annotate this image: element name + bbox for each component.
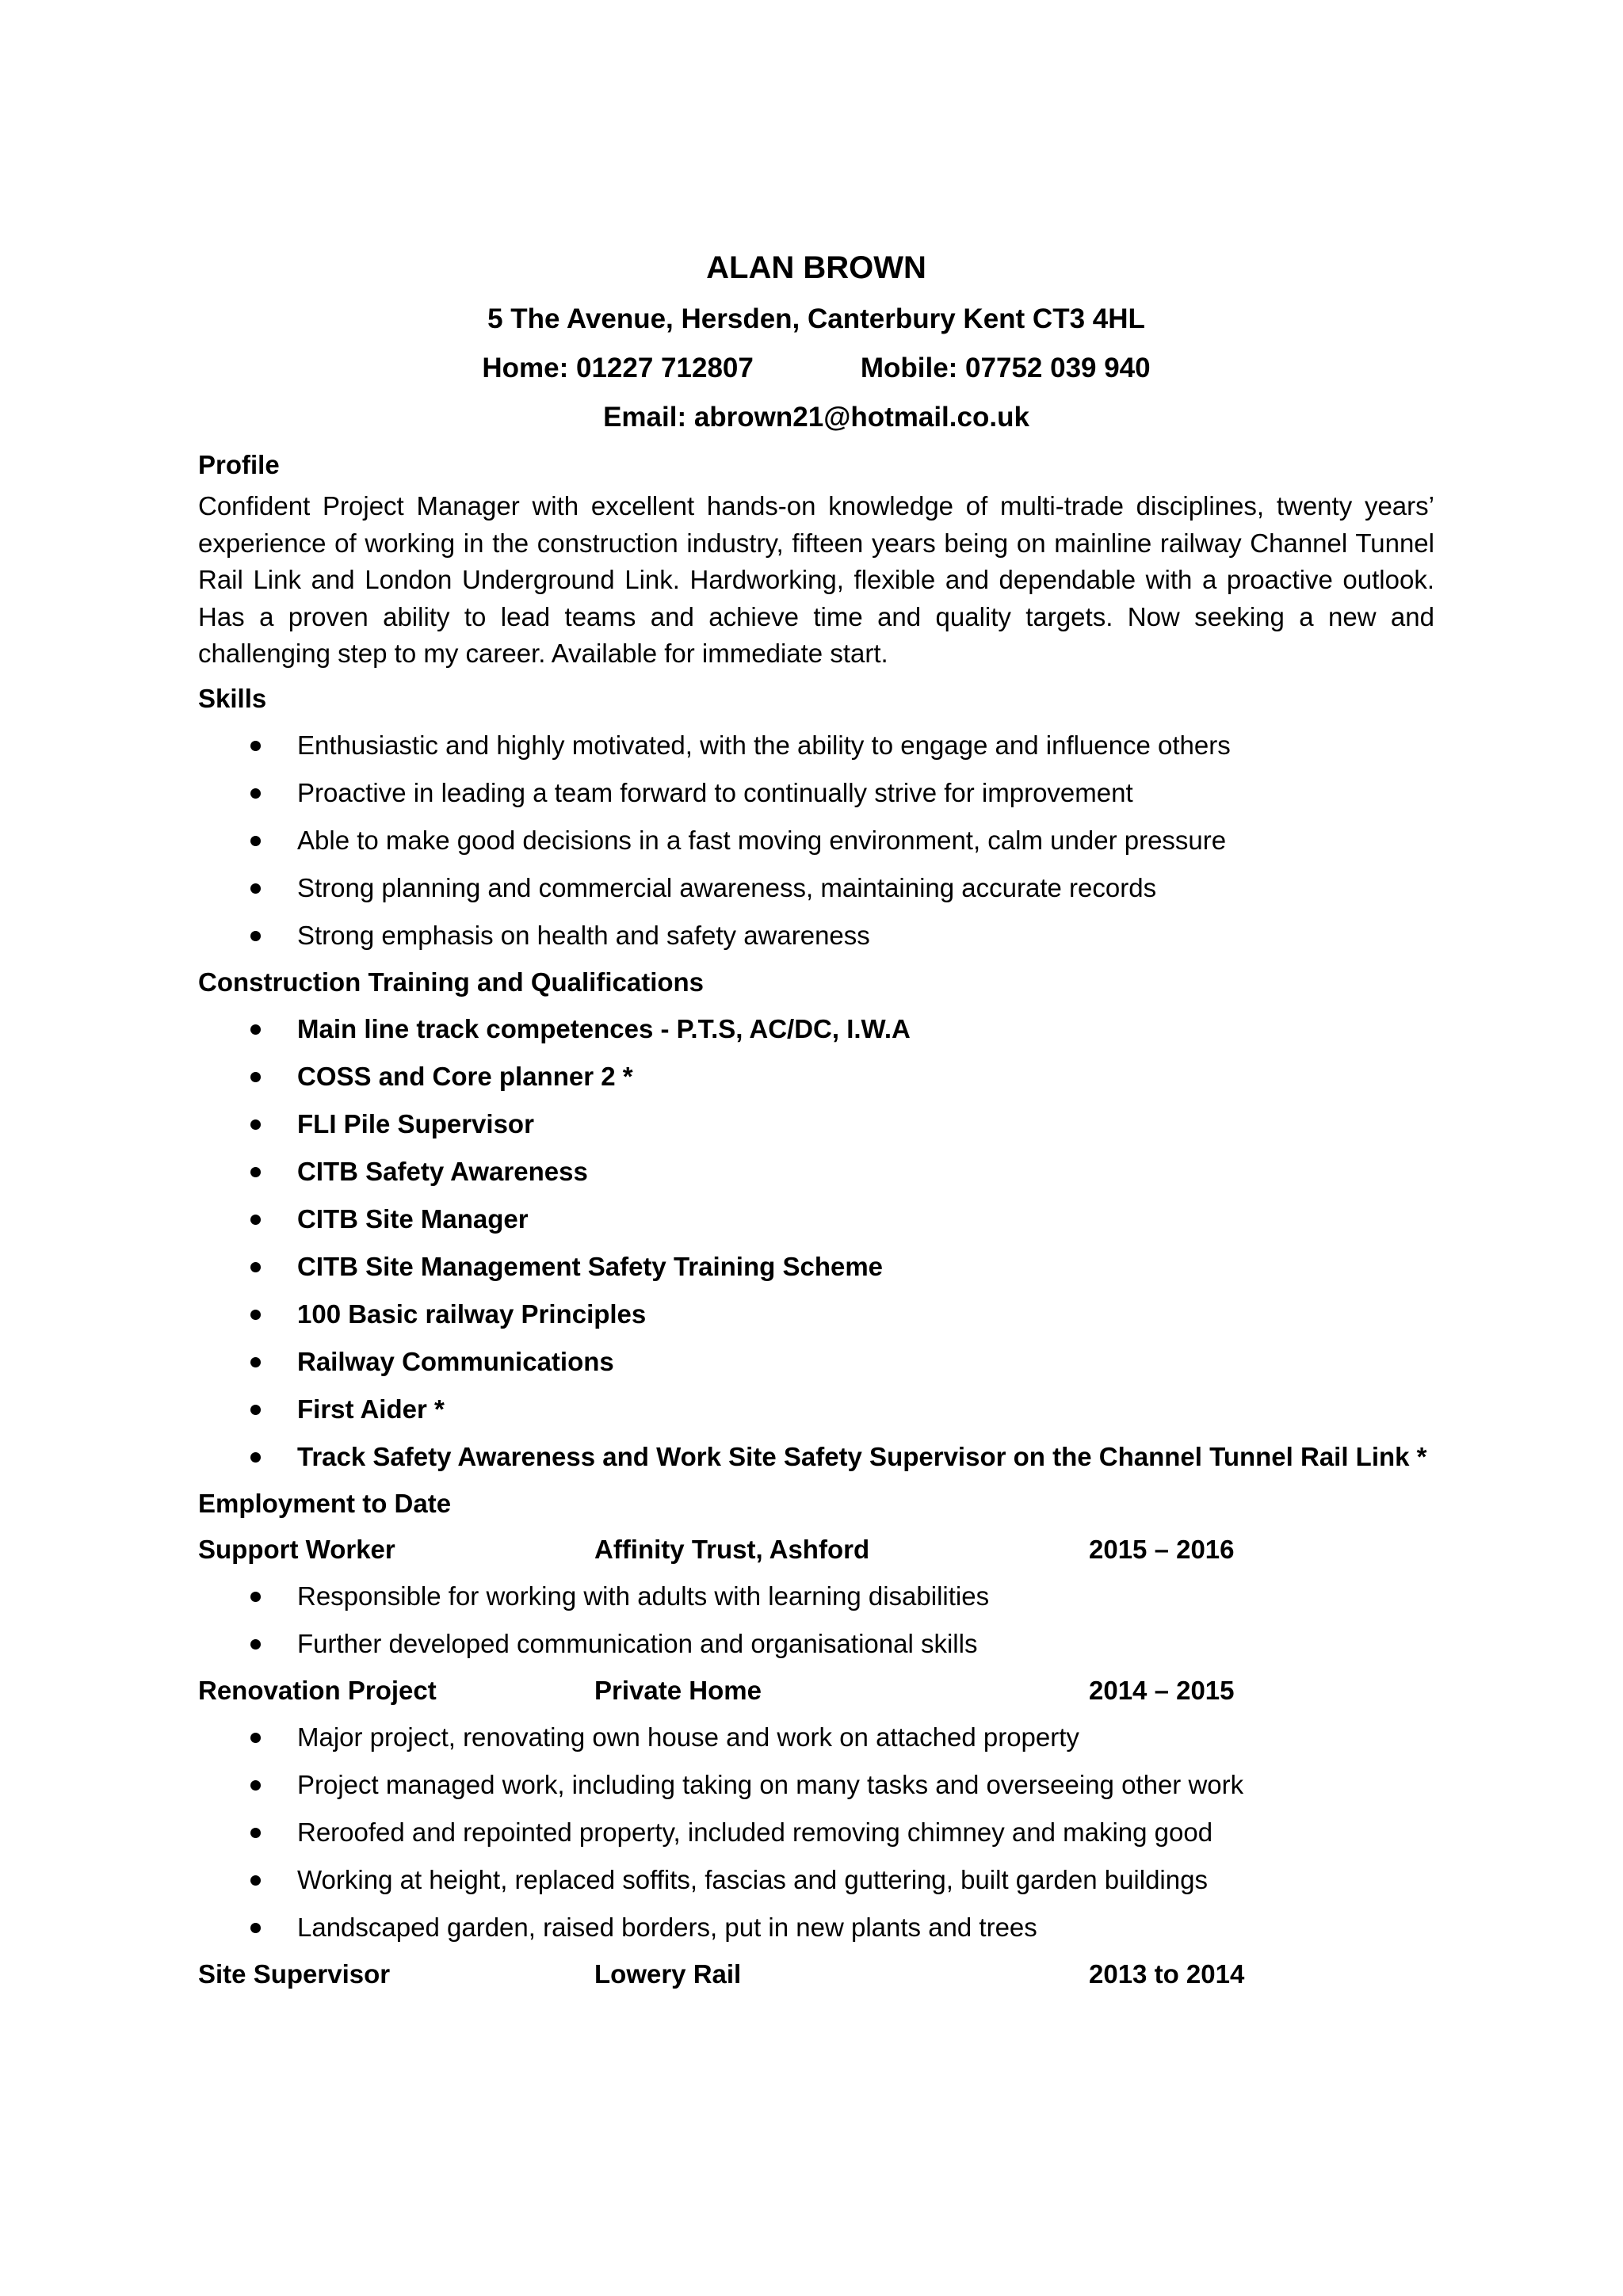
bullet-icon — [250, 741, 261, 751]
bullet-icon — [250, 788, 261, 799]
bullet-icon — [250, 1780, 261, 1791]
bullet-icon — [250, 1639, 261, 1650]
training-text: 100 Basic railway Principles — [297, 1299, 647, 1329]
bullet-icon — [250, 1024, 261, 1035]
training-item — [198, 1100, 1434, 1148]
job-duties — [198, 1714, 1434, 1951]
skills-heading: Skills — [198, 683, 267, 713]
duty-text: Working at height, replaced soffits, fascias and guttering, built garden buildings — [297, 1864, 1208, 1894]
bullet-icon — [250, 1828, 261, 1838]
job-duties — [198, 1573, 1434, 1668]
bullet-icon — [250, 1592, 261, 1602]
bullet-icon — [250, 1452, 261, 1463]
training-text: CITB Site Management Safety Training Scheme — [297, 1251, 884, 1281]
mobile-phone: Mobile: 07752 039 940 — [860, 353, 1151, 383]
duty-item — [198, 1904, 1434, 1951]
bullet-icon — [250, 1119, 261, 1130]
training-item — [198, 1338, 1434, 1386]
job-dates: 2014 – 2015 — [1089, 1675, 1235, 1705]
training-text: Main line track competences - P.T.S, AC/DC, I.W.A — [297, 1013, 911, 1043]
skill-text: Enthusiastic and highly motivated, with the ability to engage and influence others — [297, 730, 1231, 760]
training-list — [198, 1005, 1434, 1481]
training-text: Track Safety Awareness and Work Site Safety Supervisor on the Channel Tunnel Rail Link * — [297, 1441, 1427, 1471]
skill-text: Strong emphasis on health and safety awareness — [297, 920, 870, 950]
duty-item — [198, 1761, 1434, 1809]
job-dates: 2013 to 2014 — [1089, 1958, 1245, 1989]
training-text: FLI Pile Supervisor — [297, 1108, 534, 1138]
cv-page — [198, 241, 1434, 1997]
skill-item — [198, 722, 1434, 769]
bullet-icon — [250, 1357, 261, 1367]
bullet-icon — [250, 931, 261, 941]
training-text: CITB Safety Awareness — [297, 1156, 588, 1186]
bullet-icon — [250, 1310, 261, 1320]
training-item — [198, 1243, 1434, 1291]
training-text: Railway Communications — [297, 1346, 614, 1376]
duty-item — [198, 1714, 1434, 1761]
phone-numbers — [198, 344, 1434, 393]
training-item — [198, 1196, 1434, 1243]
cv-header — [198, 241, 1434, 442]
job-role: Support Worker — [198, 1534, 395, 1564]
training-text: First Aider * — [297, 1394, 445, 1424]
training-text: COSS and Core planner 2 * — [297, 1061, 633, 1091]
home-phone: Home: 01227 712807 — [482, 353, 754, 383]
training-heading: Construction Training and Qualifications — [198, 967, 705, 997]
duty-item — [198, 1856, 1434, 1904]
skill-item — [198, 912, 1434, 959]
skill-item — [198, 864, 1434, 912]
bullet-icon — [250, 1167, 261, 1177]
skill-text: Able to make good decisions in a fast moving environment, calm under pressure — [297, 825, 1227, 855]
employment-heading: Employment to Date — [198, 1488, 452, 1518]
skill-item — [198, 817, 1434, 864]
training-text: CITB Site Manager — [297, 1203, 529, 1234]
email: Email: abrown21@hotmail.co.uk — [603, 402, 1029, 433]
training-item — [198, 1005, 1434, 1053]
skill-text: Proactive in leading a team forward to continually strive for improvement — [297, 777, 1133, 807]
bullet-icon — [250, 1733, 261, 1743]
duty-item — [198, 1620, 1434, 1668]
skills-list — [198, 722, 1434, 959]
job-dates: 2015 – 2016 — [1089, 1534, 1235, 1564]
training-item — [198, 1053, 1434, 1100]
candidate-name: ALAN BROWN — [706, 250, 926, 285]
duty-item — [198, 1573, 1434, 1620]
skill-item — [198, 769, 1434, 817]
job-header — [198, 1668, 1434, 1714]
bullet-icon — [250, 1215, 261, 1225]
duty-text: Landscaped garden, raised borders, put in new plants and trees — [297, 1912, 1037, 1942]
profile-text: Confident Project Manager with excellent hands-on knowledge of multi-trade disciplines, twenty years’ experience of working in the construction industry, fifteen years being on mainline railway Channel Tunnel Rail Link and London Underground Link. Hardworking, flexible and dependable with a proactive outlook. Has a proven ability to lead teams and achieve time and quality targets. Now seeking a new and challenging step to my career. Available for immediate start. — [198, 491, 1434, 668]
skill-text: Strong planning and commercial awareness, maintaining accurate records — [297, 872, 1157, 902]
duty-text: Further developed communication and organisational skills — [297, 1628, 978, 1658]
duty-text: Major project, renovating own house and work on attached property — [297, 1722, 1079, 1752]
training-item — [198, 1148, 1434, 1196]
training-item — [198, 1386, 1434, 1433]
bullet-icon — [250, 836, 261, 846]
bullet-icon — [250, 1875, 261, 1886]
bullet-icon — [250, 1923, 261, 1933]
job-role: Renovation Project — [198, 1675, 437, 1705]
job-employer: Private Home — [594, 1675, 762, 1705]
bullet-icon — [250, 883, 261, 894]
duty-text: Reroofed and repointed property, included removing chimney and making good — [297, 1817, 1213, 1847]
training-item — [198, 1433, 1434, 1481]
duty-text: Project managed work, including taking on many tasks and overseeing other work — [297, 1769, 1244, 1799]
job-header — [198, 1527, 1434, 1573]
training-item — [198, 1291, 1434, 1338]
address: 5 The Avenue, Hersden, Canterbury Kent CT3 4HL — [487, 303, 1145, 334]
bullet-icon — [250, 1072, 261, 1082]
job-role: Site Supervisor — [198, 1958, 391, 1989]
job-header — [198, 1951, 1434, 1997]
duty-text: Responsible for working with adults with learning disabilities — [297, 1581, 990, 1611]
duty-item — [198, 1809, 1434, 1856]
job-employer: Affinity Trust, Ashford — [594, 1534, 870, 1564]
job-employer: Lowery Rail — [594, 1958, 742, 1989]
bullet-icon — [250, 1262, 261, 1272]
bullet-icon — [250, 1405, 261, 1415]
profile-heading: Profile — [198, 450, 280, 479]
